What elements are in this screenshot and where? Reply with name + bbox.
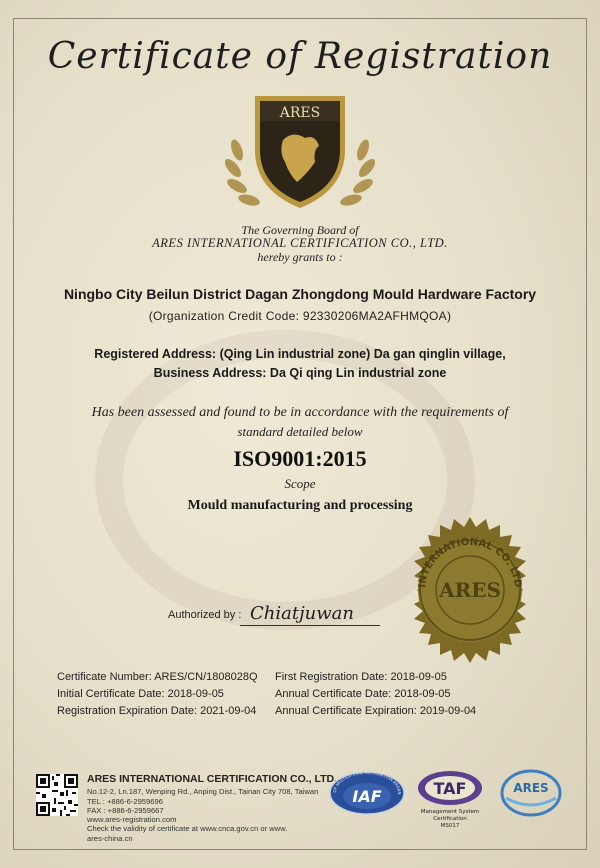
annual-certificate-date: Annual Certificate Date: 2018-09-05 <box>275 688 451 700</box>
qr-code-icon <box>36 774 78 816</box>
gold-seal-icon <box>395 515 545 665</box>
svg-text:INTERNATIONAL CO. LTD: INTERNATIONAL CO. LTD <box>417 536 524 589</box>
annual-certificate-expiration: Annual Certificate Expiration: 2019-09-04 <box>275 705 477 717</box>
issuer-name: ARES INTERNATIONAL CERTIFICATION CO., LTD. <box>152 236 448 250</box>
svg-text:ARES: ARES <box>513 781 549 795</box>
governing-board-line: The Governing Board of <box>241 223 359 237</box>
footer-fax: FAX : +886-6-2959667 <box>87 806 164 815</box>
standard-name: ISO9001:2015 <box>233 446 367 471</box>
scope-value: Mould manufacturing and processing <box>187 498 413 513</box>
svg-text:ARES: ARES <box>279 105 321 121</box>
footer-org-name: ARES INTERNATIONAL CERTIFICATION CO., LTD. <box>87 773 338 785</box>
footer-tel: TEL : +886-6-2959696 <box>87 797 163 806</box>
svg-text:MS017: MS017 <box>440 823 460 829</box>
company-name: Ningbo City Beilun District Dagan Zhongdong Mould Hardware Factory <box>63 286 537 302</box>
organization-credit-code: (Organization Credit Code: 92330206MA2AFHMQOA) <box>148 309 452 323</box>
footer-china-site: ares-china.cn <box>87 834 133 843</box>
certificate-number: Certificate Number: ARES/CN/1808028Q <box>57 671 258 683</box>
footer-website: www.ares-registration.com <box>87 815 177 824</box>
footer-check-validity: Check the validity of certificate at www.cnca.gov.cn or www. <box>87 824 288 833</box>
assessment-statement: Has been assessed and found to be in accordance with the requirements of <box>91 405 509 420</box>
business-address: Business Address: Da Qi qing Lin industrial zone <box>153 366 447 380</box>
first-registration-date: First Registration Date: 2018-09-05 <box>275 671 447 683</box>
registration-expiration-date: Registration Expiration Date: 2021-09-04 <box>57 705 257 717</box>
footer-address: No.12-2, Ln.187, Wenping Rd., Anping Dist., Tainan City 708, Taiwan <box>87 787 319 796</box>
scope-label: Scope <box>284 476 316 491</box>
svg-text:IAF: IAF <box>352 787 382 806</box>
svg-text:Chiatjuwan: Chiatjuwan <box>250 603 354 624</box>
svg-text:TAF: TAF <box>433 779 467 798</box>
taf-logo-icon <box>414 768 486 830</box>
svg-text:Management System: Management System <box>420 809 480 815</box>
authorized-by-label: Authorized by : <box>168 609 242 621</box>
signature-line <box>240 625 380 626</box>
ares-logo-icon <box>500 768 562 818</box>
svg-text:Certification: Certification <box>433 816 467 822</box>
registered-address: Registered Address: (Qing Lin industrial zone) Da gan qinglin village, <box>94 347 506 361</box>
initial-certificate-date: Initial Certificate Date: 2018-09-05 <box>57 688 224 700</box>
svg-text:ARES: ARES <box>439 578 501 602</box>
iaf-logo-icon <box>328 770 406 816</box>
grants-line: hereby grants to : <box>257 250 343 264</box>
certificate-title: Certificate of Registration <box>47 36 553 77</box>
ares-emblem-icon <box>215 90 385 220</box>
svg-text:MEMBER OF MULTILATERAL RECOGNI: OF MULTILATERAL RECOGNITION ARRAN <box>331 770 403 795</box>
assessment-statement-cont: standard detailed below <box>237 424 363 439</box>
